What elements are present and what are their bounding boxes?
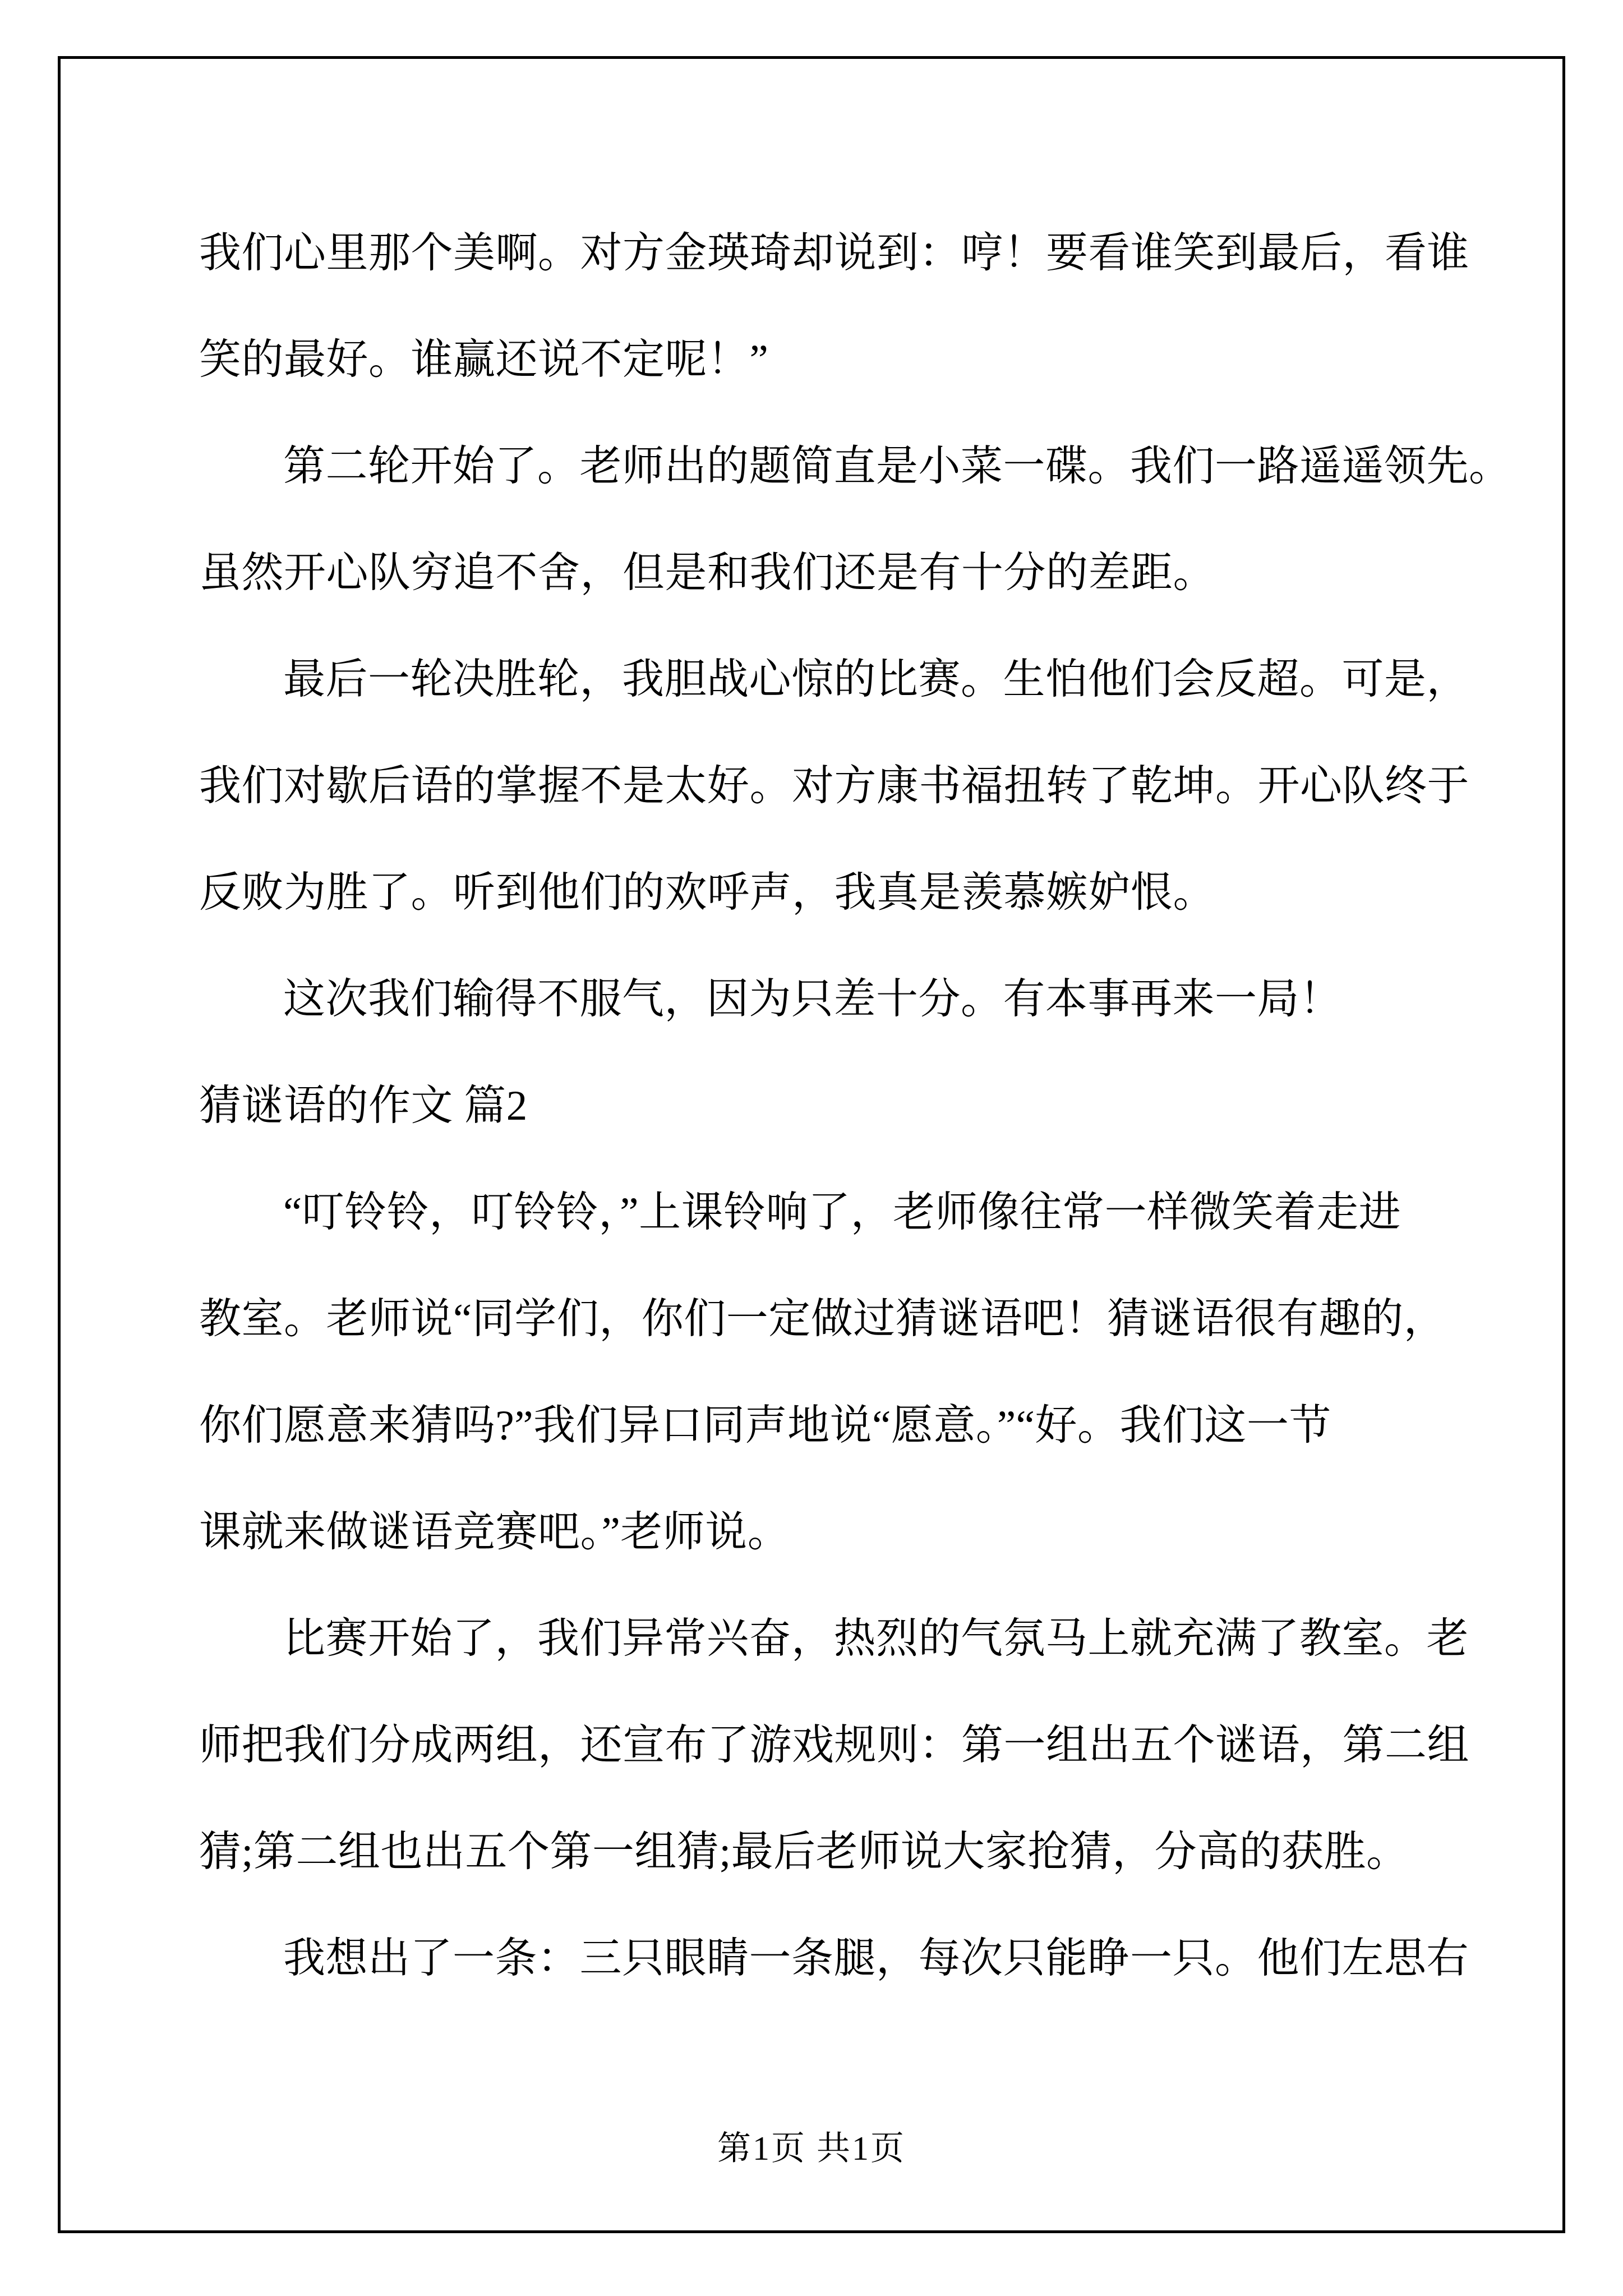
text-line: 你们愿意来猜吗?”我们异口同声地说“愿意。”“好。我们这一节 [199, 1402, 1331, 1449]
text-line: 这次我们输得不服气，因为只差十分。有本事再来一局！ [283, 976, 1342, 1023]
text-line: 笑的最好。谁赢还说不定呢！” [199, 337, 769, 383]
text-line: 教室。老师说“同学们，你们一定做过猜谜语吧！猜谜语很有趣的， [199, 1296, 1446, 1342]
text-line: 我们心里那个美啊。对方金瑛琦却说到：哼！要看谁笑到最后，看谁 [199, 230, 1470, 277]
text-line: 我们对歇后语的掌握不是太好。对方康书福扭转了乾坤。开心队终于 [199, 763, 1470, 809]
text-line: 最后一轮决胜轮，我胆战心惊的比赛。生怕他们会反超。可是， [283, 656, 1469, 703]
text-line: 猜;第二组也出五个第一组猜;最后老师说大家抢猜，分高的获胜。 [199, 1829, 1409, 1875]
text-line: 课就来做谜语竞赛吧。”老师说。 [199, 1509, 790, 1556]
essay-body [199, 200, 1511, 2012]
text-line: 比赛开始了，我们异常兴奋，热烈的气氛马上就充满了教室。老 [283, 1616, 1469, 1662]
text-line: 师把我们分成两组，还宣布了游戏规则：第一组出五个谜语，第二组 [199, 1722, 1470, 1769]
text-line: 第二轮开始了。老师出的题简直是小菜一碟。我们一路遥遥领先。 [283, 443, 1511, 490]
text-line: 虽然开心队穷追不舍，但是和我们还是有十分的差距。 [199, 550, 1216, 596]
text-line: 反败为胜了。听到他们的欢呼声，我真是羡慕嫉妒恨。 [199, 869, 1216, 916]
text-line: “叮铃铃，叮铃铃，”上课铃响了，老师像往常一样微笑着走进 [283, 1189, 1401, 1236]
section-heading: 猜谜语的作文 篇2 [199, 1083, 528, 1129]
text-line: 我想出了一条：三只眼睛一条腿，每次只能睁一只。他们左思右 [283, 1935, 1469, 1982]
page-footer: 第1页 共1页 [717, 2130, 906, 2167]
